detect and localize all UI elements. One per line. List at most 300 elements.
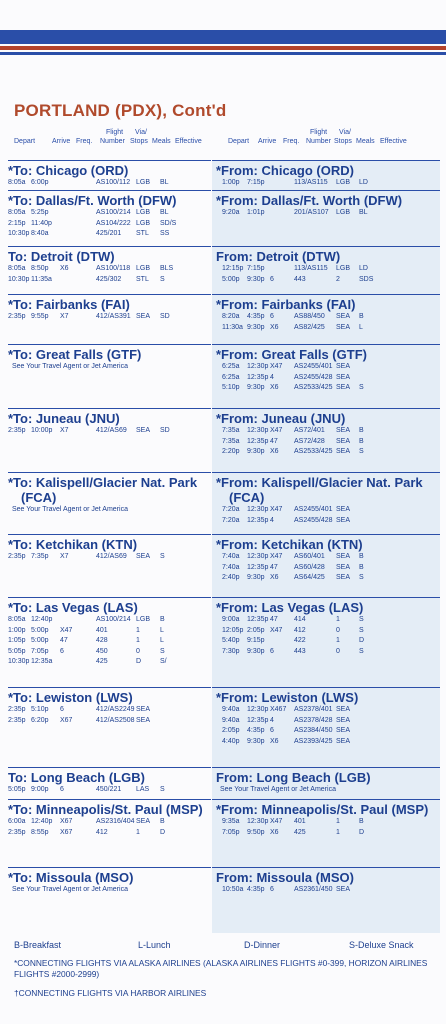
flight-cell: 12:30p <box>247 363 269 370</box>
flight-cell: 7:35a <box>222 437 240 445</box>
flight-cell: 10:30p <box>8 275 30 283</box>
flight-cell: 7:40a <box>222 553 240 560</box>
flight-cell: S <box>160 553 165 560</box>
flight-cell: 2:35p <box>8 706 26 713</box>
flight-cell: 113/AS115 <box>294 265 328 272</box>
from-destination-block <box>212 344 440 408</box>
flight-cell: 10:30p <box>8 230 30 237</box>
to-destinations-column <box>8 160 211 907</box>
flight-row <box>8 657 211 668</box>
to-destination-block <box>8 867 211 907</box>
to-destination-heading: *To: Lewiston (LWS) <box>8 690 133 705</box>
flight-cell: 11:30a <box>222 323 243 331</box>
flight-cell: SEA <box>336 448 351 455</box>
flight-cell: 2 <box>336 275 340 283</box>
to-destination-heading: *To: Great Falls (GTF) <box>8 347 142 362</box>
flight-cell: 2:35p <box>8 553 26 560</box>
flight-row <box>216 362 440 373</box>
flight-cell: 7:15p <box>247 265 265 272</box>
flight-cell: 6:25a <box>222 373 240 381</box>
flight-cell: AS2455/428 <box>294 373 333 381</box>
flight-cell: SEA <box>336 516 351 524</box>
flight-cell: X67 <box>60 818 73 825</box>
flight-cell: 5:00p <box>31 637 49 644</box>
flight-cell: LGB <box>136 219 151 227</box>
flight-cell: SD <box>160 313 170 320</box>
flight-cell: 1:00p <box>8 626 26 634</box>
flight-cell: 0 <box>336 626 340 634</box>
flight-row <box>8 264 211 275</box>
to-destination-block <box>8 687 211 767</box>
flight-row <box>216 275 440 286</box>
from-destination-block <box>212 867 440 907</box>
flight-cell: B <box>359 818 364 825</box>
page-title: PORTLAND (PDX), Cont'd <box>14 101 227 120</box>
flight-cell: SS <box>160 230 170 237</box>
flight-cell: 425 <box>294 828 306 836</box>
flight-cell: AS2455/401 <box>294 363 333 370</box>
flight-cell: L <box>160 637 164 644</box>
flight-cell: SEA <box>336 506 351 513</box>
flight-cell: 6:20p <box>31 716 49 724</box>
flight-cell: 9:30p <box>247 574 265 581</box>
flight-row <box>216 563 440 574</box>
from-destination-block <box>212 246 440 294</box>
flight-cell: 6:00a <box>8 818 26 825</box>
flight-cell: 9:40a <box>222 706 240 713</box>
flight-cell: SD <box>160 427 170 434</box>
flight-row <box>8 828 211 839</box>
flight-row <box>8 626 211 637</box>
flight-cell: 2:40p <box>222 574 240 581</box>
stripe-blue <box>0 30 446 44</box>
flight-cell: X7 <box>60 313 69 320</box>
to-destination-heading: *To: Las Vegas (LAS) <box>8 600 138 615</box>
from-destination-heading: *From: Fairbanks (FAI) <box>216 297 356 312</box>
flight-cell: 1 <box>136 828 140 836</box>
flight-cell: 9:15p <box>247 637 265 644</box>
flight-cell: SEA <box>336 563 351 571</box>
from-destination-heading: From: Detroit (DTW) <box>216 249 341 264</box>
flight-cell: LGB <box>136 265 151 272</box>
flight-cell: L <box>160 626 164 634</box>
flight-row <box>216 264 440 275</box>
flight-cell: 8:05a <box>8 265 26 272</box>
flight-row <box>8 785 211 796</box>
flight-row <box>216 178 440 189</box>
to-destination-heading: *To: Fairbanks (FAI) <box>8 297 130 312</box>
flight-cell: 9:00a <box>222 616 240 623</box>
flight-cell: D <box>160 828 166 836</box>
from-destination-heading: *From: Ketchikan (KTN) <box>216 537 363 552</box>
flight-cell: 12:15p <box>222 265 244 272</box>
flight-cell: 12:30p <box>247 427 269 434</box>
flight-cell: 12:05p <box>222 626 244 634</box>
flight-row <box>216 817 440 828</box>
flight-cell: B <box>160 616 165 623</box>
from-destination-block <box>212 687 440 767</box>
from-destination-heading: *From: Kalispell/Glacier Nat. Park (FCA) <box>216 475 423 505</box>
to-destination-block <box>8 799 211 867</box>
flight-cell: 10:00p <box>31 427 53 434</box>
flight-row <box>216 516 440 527</box>
flight-cell: 2:15p <box>8 219 26 227</box>
flight-cell: S/ <box>160 658 167 665</box>
flight-cell: 412/AS2249 <box>96 706 135 713</box>
flight-cell: 11:35a <box>31 275 52 283</box>
from-destination-heading: *From: Great Falls (GTF) <box>216 347 367 362</box>
flight-row <box>216 208 440 219</box>
flight-row <box>216 552 440 563</box>
flight-cell: 1 <box>336 818 340 825</box>
travel-agent-note: See Your Travel Agent or Jet America <box>12 363 128 370</box>
flight-cell: 47 <box>270 616 278 623</box>
flight-cell: 443 <box>294 275 306 283</box>
flight-cell: SEA <box>336 574 351 581</box>
flight-cell: LGB <box>136 209 151 216</box>
flight-cell: 12:35p <box>247 716 269 724</box>
flight-cell: 9:40a <box>222 716 240 724</box>
flight-row <box>216 505 440 516</box>
flight-cell: X6 <box>270 737 279 745</box>
flight-cell: SEA <box>336 363 351 370</box>
flight-cell: AS60/401 <box>294 553 325 560</box>
flight-cell: 6 <box>270 313 274 320</box>
flight-cell: 4 <box>270 516 274 524</box>
flight-cell: X6 <box>270 574 279 581</box>
flight-cell: 412 <box>294 626 306 634</box>
to-destination-heading: *To: Chicago (ORD) <box>8 163 129 178</box>
flight-cell: 414 <box>294 616 306 623</box>
flight-row <box>216 615 440 626</box>
flight-cell: STL <box>136 230 149 237</box>
flight-cell: 7:20a <box>222 516 240 524</box>
flight-cell: B <box>359 563 364 571</box>
flight-row <box>8 716 211 727</box>
flight-cell: 12:35p <box>247 516 269 524</box>
to-destination-heading: *To: Ketchikan (KTN) <box>8 537 138 552</box>
flight-cell: X6 <box>270 828 279 836</box>
flight-cell: 9:55p <box>31 313 49 320</box>
flight-cell: 9:30p <box>247 275 265 283</box>
flight-cell: 9:30p <box>247 323 265 331</box>
flight-cell: X47 <box>270 363 283 370</box>
flight-cell: LGB <box>336 265 351 272</box>
flight-cell: 4:35p <box>247 313 265 320</box>
flight-cell: S <box>359 448 364 455</box>
from-destination-block <box>212 534 440 597</box>
flight-cell: X47 <box>270 553 283 560</box>
flight-cell: 1 <box>336 828 340 836</box>
flight-cell: 425/201 <box>96 230 122 237</box>
flight-cell: B <box>359 437 364 445</box>
flight-cell: AS2378/428 <box>294 716 333 724</box>
flight-cell: 6 <box>60 706 64 713</box>
flight-row <box>8 312 211 323</box>
flight-cell: AS60/428 <box>294 563 325 571</box>
flight-cell: 10:50a <box>222 886 244 893</box>
to-destination-block <box>8 190 211 246</box>
flight-cell: LD <box>359 179 368 186</box>
flight-cell: 412/AS391 <box>96 313 131 320</box>
flight-cell: 1 <box>336 616 340 623</box>
to-destination-heading: To: Long Beach (LGB) <box>8 770 145 785</box>
flight-cell: SEA <box>336 323 351 331</box>
flight-cell: 12:40p <box>31 616 53 623</box>
flight-row <box>8 705 211 716</box>
flight-cell: AS2361/450 <box>294 886 333 893</box>
flight-cell: 7:15p <box>247 179 265 186</box>
flight-cell: 47 <box>60 637 68 644</box>
flight-cell: S <box>359 626 364 634</box>
flight-cell: 6 <box>270 886 274 893</box>
flight-row <box>216 312 440 323</box>
from-destination-heading: *From: Dallas/Ft. Worth (DFW) <box>216 193 403 208</box>
from-destination-block <box>212 190 440 246</box>
flight-row <box>216 636 440 647</box>
flight-cell: 5:05p <box>8 647 26 655</box>
flight-cell: B <box>359 313 364 320</box>
from-destination-block <box>212 767 440 799</box>
to-destination-block <box>8 597 211 687</box>
to-destination-heading: *To: Kalispell/Glacier Nat. Park (FCA) <box>8 475 198 505</box>
flight-cell: 422 <box>294 637 306 644</box>
flight-cell: 7:20a <box>222 506 240 513</box>
flight-cell: 0 <box>336 647 340 655</box>
flight-row <box>216 716 440 727</box>
to-destination-heading: To: Detroit (DTW) <box>8 249 115 264</box>
flight-cell: S <box>359 647 364 655</box>
flight-cell: B <box>160 818 165 825</box>
flight-cell: 12:30p <box>247 553 269 560</box>
flight-cell: AS72/428 <box>294 437 325 445</box>
flight-cell: 412/AS69 <box>96 553 127 560</box>
flight-row <box>216 885 440 896</box>
flight-row <box>8 636 211 647</box>
flight-row <box>8 817 211 828</box>
flight-cell: SEA <box>136 706 151 713</box>
flight-cell: 12:30p <box>247 706 269 713</box>
flight-cell: 8:50p <box>31 265 49 272</box>
flight-cell: 8:20a <box>222 313 240 320</box>
flight-row <box>216 426 440 437</box>
flight-cell: 4 <box>270 716 274 724</box>
flight-cell: AS88/450 <box>294 313 325 320</box>
flight-cell: 5:25p <box>31 209 49 216</box>
legend-dinner: D-Dinner <box>244 940 281 950</box>
flight-cell: 6 <box>270 275 274 283</box>
flight-cell: LGB <box>336 209 351 216</box>
from-destination-block <box>212 799 440 867</box>
flight-cell: 428 <box>96 637 108 644</box>
travel-agent-note: See Your Travel Agent or Jet America <box>12 886 128 893</box>
flight-cell: AS2533/425 <box>294 384 333 391</box>
flight-cell: SEA <box>336 553 351 560</box>
flight-row <box>216 626 440 637</box>
flight-cell: S <box>359 574 364 581</box>
flight-cell: 4 <box>270 373 274 381</box>
from-destination-block <box>212 294 440 344</box>
flight-cell: 412 <box>96 828 108 836</box>
flight-cell: LAS <box>136 786 150 793</box>
flight-cell: 1:01p <box>247 209 265 216</box>
flight-cell: 5:00p <box>222 275 240 283</box>
flight-cell: 9:30p <box>247 737 265 745</box>
flight-cell: 12:35a <box>31 658 53 665</box>
legend-snack: S-Deluxe Snack <box>349 940 414 950</box>
flight-cell: S <box>359 616 364 623</box>
flight-cell: 8:05a <box>8 179 26 186</box>
from-destination-block <box>212 408 440 472</box>
flight-cell: AS64/425 <box>294 574 325 581</box>
flight-row <box>216 447 440 458</box>
to-destination-heading: *To: Missoula (MSO) <box>8 870 134 885</box>
from-destination-heading: From: Missoula (MSO) <box>216 870 354 885</box>
flight-cell: 12:30p <box>247 506 269 513</box>
flight-cell: AS82/425 <box>294 323 325 331</box>
flight-cell: X47 <box>60 626 73 634</box>
flight-cell: 9:50p <box>247 828 265 836</box>
flight-cell: 5:10p <box>31 706 49 713</box>
flight-cell: 425 <box>96 658 108 665</box>
flight-cell: 450/221 <box>96 786 122 793</box>
flight-cell: AS2316/404 <box>96 818 135 825</box>
flight-cell: D <box>136 658 142 665</box>
flight-cell: SEA <box>336 427 351 434</box>
flight-cell: STL <box>136 275 149 283</box>
flight-cell: SEA <box>336 737 351 745</box>
flight-cell: 2:35p <box>8 828 26 836</box>
to-destination-block <box>8 246 211 294</box>
flight-cell: 9:35a <box>222 818 240 825</box>
flight-cell: 2:05p <box>222 727 240 734</box>
flight-cell: SEA <box>336 384 351 391</box>
flight-cell: S <box>160 647 165 655</box>
flight-cell: 2:20p <box>222 448 240 455</box>
flight-cell: 0 <box>136 647 140 655</box>
flight-cell: 425/302 <box>96 275 122 283</box>
flight-cell: S <box>160 786 165 793</box>
flight-cell: L <box>359 323 363 331</box>
flight-cell: X47 <box>270 818 283 825</box>
flight-cell: 450 <box>96 647 108 655</box>
flight-cell: X67 <box>60 716 73 724</box>
flight-cell: 8:05a <box>8 209 26 216</box>
flight-row <box>8 178 211 189</box>
flight-cell: 9:30p <box>247 384 265 391</box>
flight-cell: SEA <box>136 427 151 434</box>
flight-cell: 7:05p <box>31 647 49 655</box>
flight-row <box>8 208 211 219</box>
flight-cell: X47 <box>270 427 283 434</box>
flight-cell: AS2455/428 <box>294 516 333 524</box>
flight-cell: 9:30p <box>247 647 265 655</box>
flight-row <box>216 737 440 748</box>
from-destination-block <box>212 160 440 190</box>
travel-agent-note: See Your Travel Agent or Jet America <box>12 506 128 513</box>
flight-cell: SDS <box>359 275 374 283</box>
flight-row <box>8 552 211 563</box>
flight-cell: X467 <box>270 706 287 713</box>
flight-cell: AS2455/401 <box>294 506 333 513</box>
flight-cell: X47 <box>270 506 283 513</box>
flight-cell: BL <box>359 209 368 216</box>
flight-cell: AS72/401 <box>294 427 325 434</box>
flight-cell: X6 <box>270 323 279 331</box>
flight-cell: 4:35p <box>247 886 265 893</box>
flight-cell: 2:35p <box>8 427 26 434</box>
flight-cell: X7 <box>60 427 69 434</box>
flight-cell: SEA <box>136 313 151 320</box>
flight-cell: SEA <box>336 313 351 320</box>
flight-cell: 5:05p <box>8 786 26 793</box>
flight-cell: 4:40p <box>222 737 240 745</box>
flight-row <box>216 726 440 737</box>
flight-cell: SEA <box>336 437 351 445</box>
flight-row <box>8 426 211 437</box>
footnote-alaska: *CONNECTING FLIGHTS VIA ALASKA AIRLINES (ALASKA AIRLINES FLIGHTS #0-399, HORIZON AIRLINES FLIGHTS #2000-2999) <box>14 958 428 979</box>
footnote-harbor: †CONNECTING FLIGHTS VIA HARBOR AIRLINES <box>14 988 207 998</box>
flight-cell: AS2378/401 <box>294 706 333 713</box>
flight-row <box>216 573 440 584</box>
flight-cell: 443 <box>294 647 306 655</box>
flight-row <box>216 647 440 658</box>
flight-cell: 6:00p <box>31 179 49 186</box>
flight-cell: 401 <box>96 626 108 634</box>
flight-cell: 1:00p <box>222 179 240 186</box>
flight-cell: SEA <box>336 373 351 381</box>
flight-cell: 47 <box>270 563 278 571</box>
flight-cell: SEA <box>136 716 151 724</box>
flight-row <box>216 437 440 448</box>
from-destination-heading: *From: Juneau (JNU) <box>216 411 346 426</box>
flight-cell: BL <box>160 179 169 186</box>
flight-cell: 8:55p <box>31 828 49 836</box>
from-destination-heading: *From: Chicago (ORD) <box>216 163 354 178</box>
flight-cell: 1 <box>136 626 140 634</box>
from-destination-heading: *From: Minneapolis/St. Paul (MSP) <box>216 802 429 817</box>
flight-cell: 2:35p <box>8 716 26 724</box>
header-stripes <box>0 30 446 55</box>
flight-cell: 11:40p <box>31 219 52 227</box>
flight-cell: SEA <box>336 727 351 734</box>
flight-cell: AS100/112 <box>96 179 131 186</box>
to-destination-heading: *To: Juneau (JNU) <box>8 411 120 426</box>
flight-cell: 9:00p <box>31 786 49 793</box>
flight-cell: AS100/214 <box>96 616 131 623</box>
to-destination-block <box>8 534 211 597</box>
flight-cell: 7:35p <box>31 553 49 560</box>
flight-cell: X6 <box>270 384 279 391</box>
flight-cell: 12:35p <box>247 616 269 623</box>
flight-cell: 7:30p <box>222 647 240 655</box>
flight-cell: BL <box>160 209 169 216</box>
flight-row <box>8 615 211 626</box>
flight-cell: 4:35p <box>247 727 265 734</box>
flight-cell: B <box>359 553 364 560</box>
flight-cell: S <box>160 275 165 283</box>
from-destination-heading: *From: Las Vegas (LAS) <box>216 600 364 615</box>
flight-cell: 2:05p <box>247 626 265 634</box>
flight-cell: 10:30p <box>8 658 30 665</box>
flight-cell: 5:10p <box>222 384 240 391</box>
flight-cell: SD/S <box>160 219 177 227</box>
to-destination-block <box>8 344 211 408</box>
flight-cell: LGB <box>336 179 351 186</box>
flight-cell: LGB <box>136 616 151 623</box>
flight-row <box>216 383 440 394</box>
flight-row <box>8 647 211 658</box>
